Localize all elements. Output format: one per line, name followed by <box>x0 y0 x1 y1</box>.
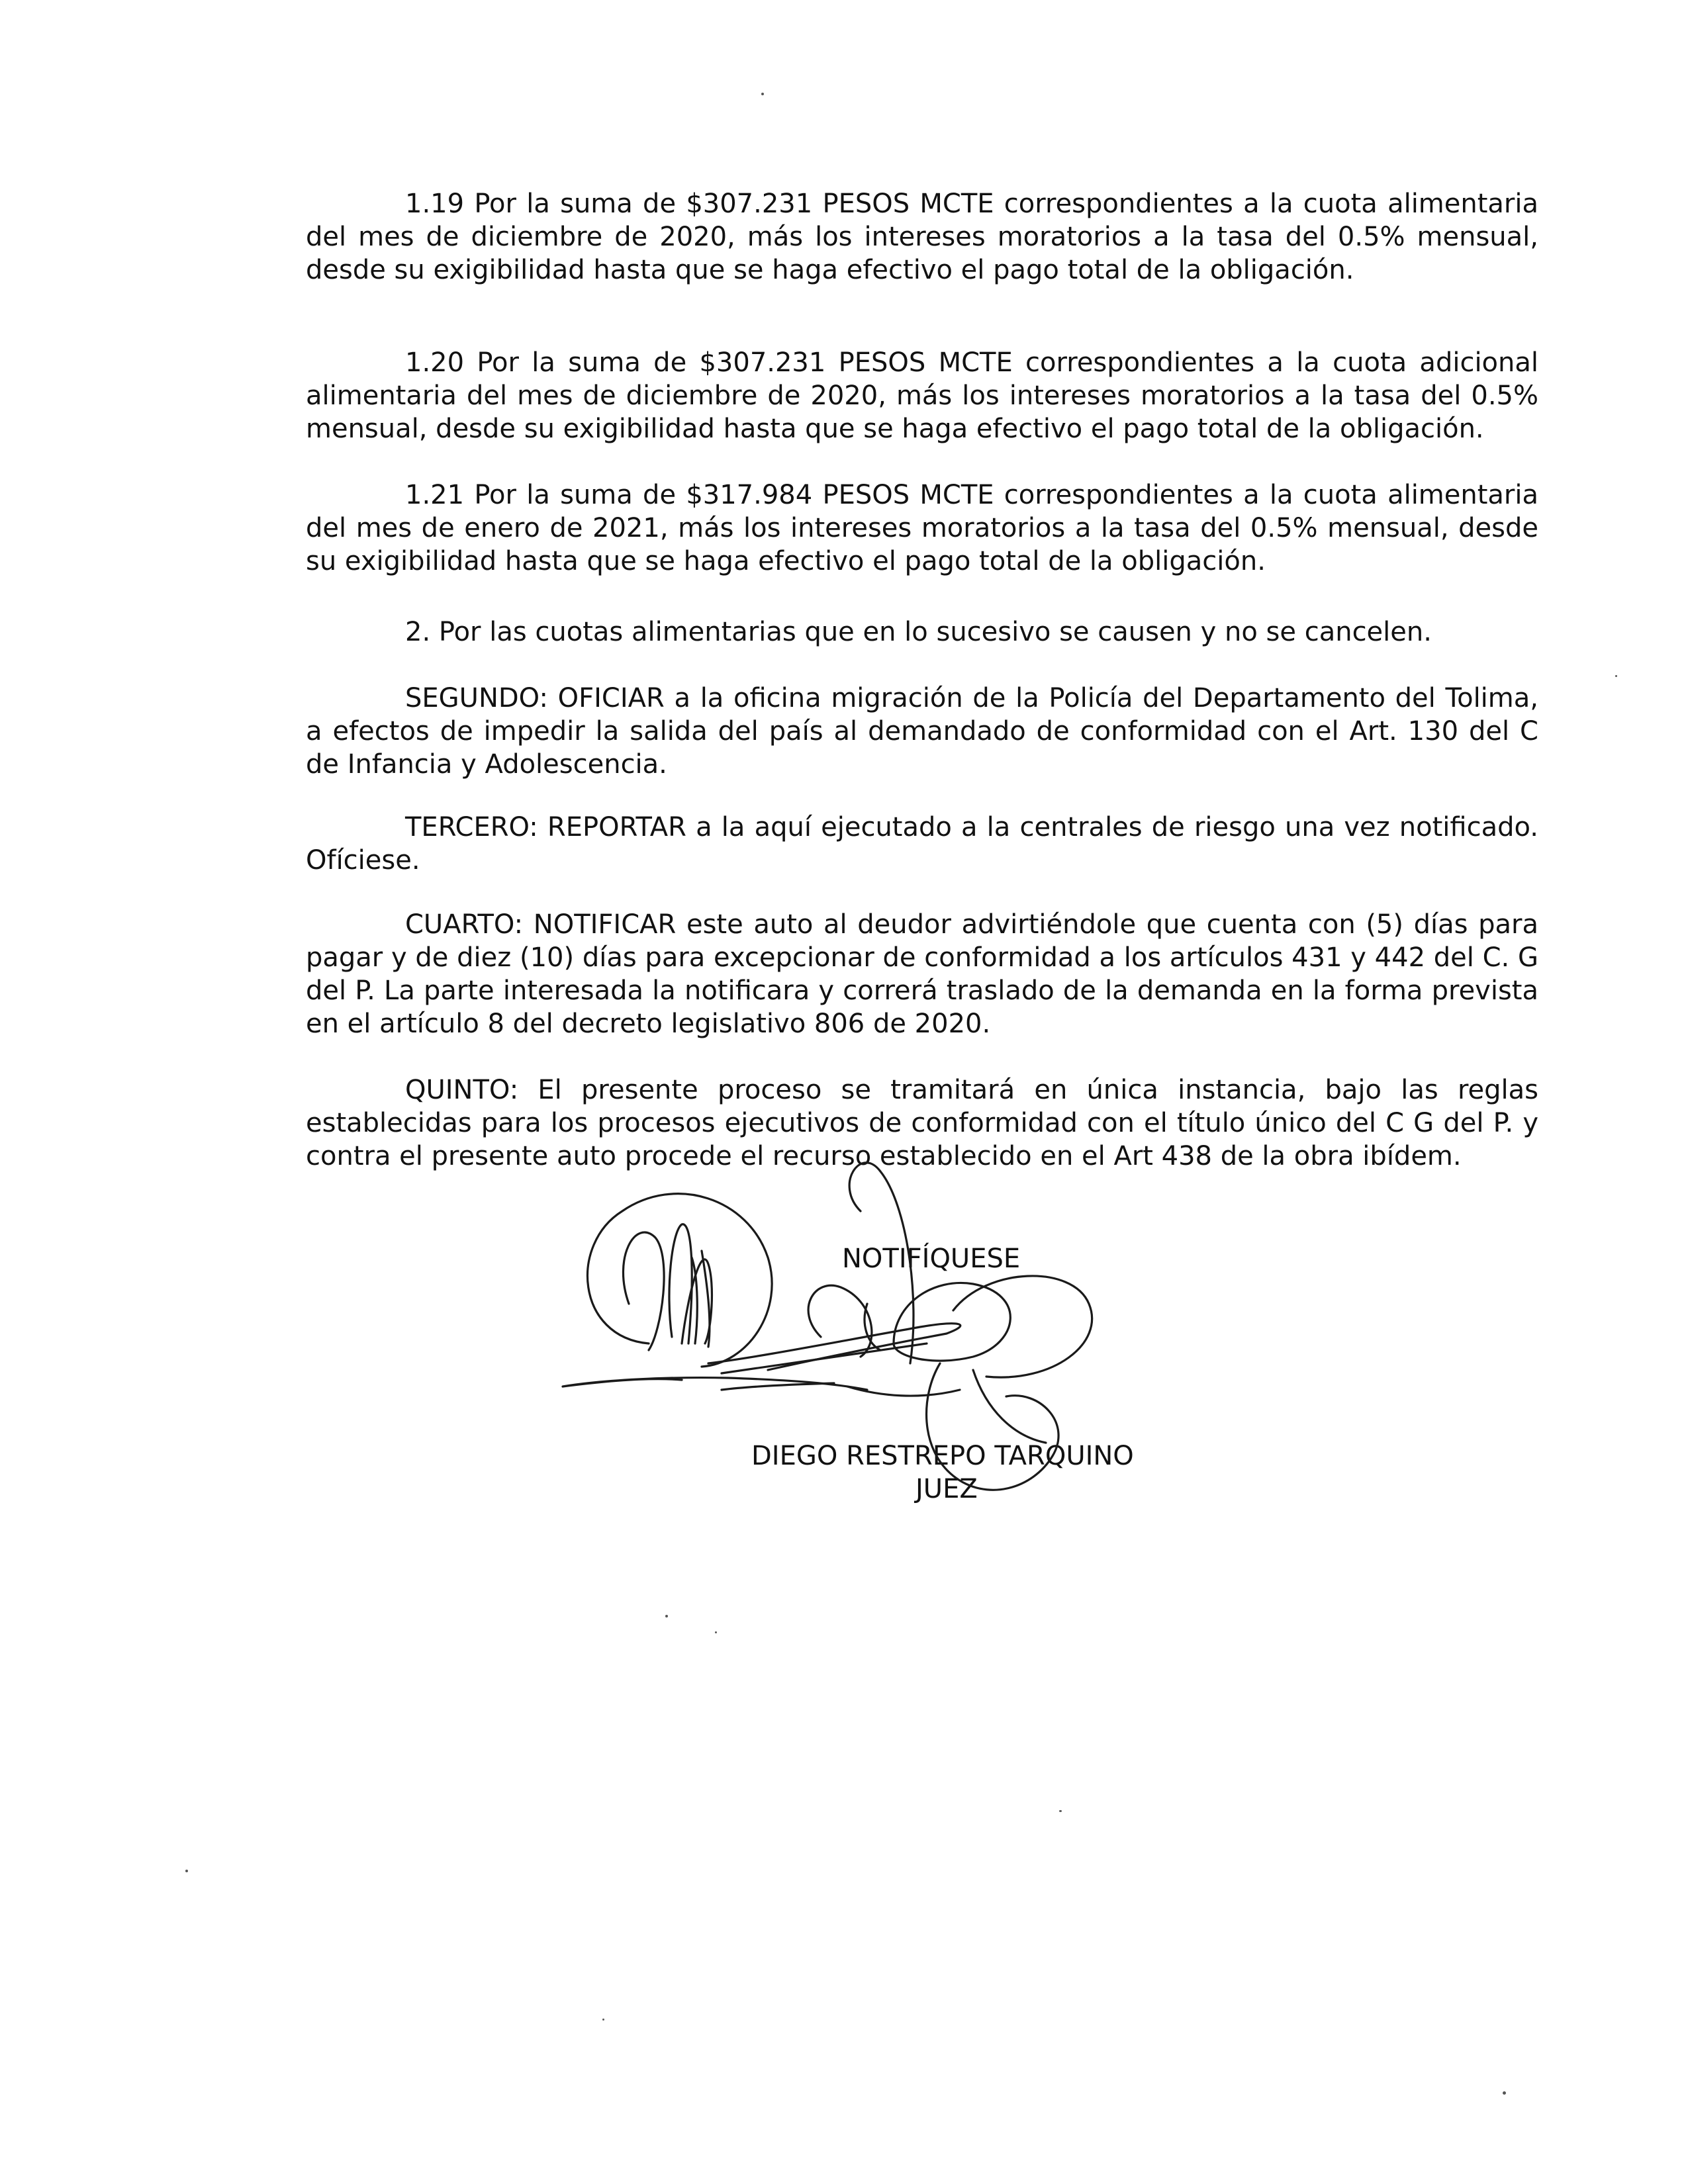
scan-speck <box>1059 1810 1062 1812</box>
judge-name: DIEGO RESTREPO TARQUINO <box>751 1441 1134 1471</box>
scan-speck <box>185 1870 188 1872</box>
scan-speck <box>715 1631 717 1633</box>
scan-speck <box>761 93 764 95</box>
item-1-20: 1.20 Por la suma de $307.231 PESOS MCTE correspondientes a la cuota adicional alimentaria del mes de diciembre de 2020, más los intereses moratorios a la tasa del 0.5% mensual, desde su exigibilidad hasta que se haga efectivo el pago total de la obligación. <box>306 347 1538 444</box>
quinto-order: QUINTO: El presente proceso se tramitará en única instancia, bajo las reglas establecidas para los procesos ejecutivos de conformidad con el título único del C G del P. y contra el presente auto procede el recurso establecido en el Art 438 de la obra ibídem. <box>306 1075 1538 1171</box>
scan-speck <box>665 1615 668 1617</box>
signature-strokes <box>563 1163 1092 1490</box>
cuarto-order: CUARTO: NOTIFICAR este auto al deudor advirtiéndole que cuenta con (5) días para pagar y de diez (10) días para excepcionar de conformidad a los artículos 431 y 442 del C. G del P. La parte interesada la notificara y correrá traslado de la demanda en la forma prevista en el artículo 8 del decreto legislativo 806 de 2020. <box>306 909 1538 1039</box>
item-1-21: 1.21 Por la suma de $317.984 PESOS MCTE correspondientes a la cuota alimentaria del mes de enero de 2021, más los intereses moratorios a la tasa del 0.5% mensual, desde su exigibilidad hasta que se haga efectivo el pago total de la obligación. <box>306 480 1538 576</box>
item-1-19: 1.19 Por la suma de $307.231 PESOS MCTE correspondientes a la cuota alimentaria del mes de diciembre de 2020, más los intereses moratorios a la tasa del 0.5% mensual, desde su exigibilidad hasta que se haga efectivo el pago total de la obligación. <box>306 189 1538 285</box>
handwritten-signature <box>549 1145 1145 1555</box>
item-2: 2. Por las cuotas alimentarias que en lo sucesivo se causen y no se cancelen. <box>405 617 1432 647</box>
segundo-order: SEGUNDO: OFICIAR a la oficina migración de la Policía del Departamento del Tolima, a efectos de impedir la salida del país al demandado de conformidad con el Art. 130 del C de Infancia y Adolescencia. <box>306 683 1538 780</box>
judge-title: JUEZ <box>915 1474 978 1504</box>
tercero-order: TERCERO: REPORTAR a la aquí ejecutado a la centrales de riesgo una vez notificado. Ofíciese. <box>306 812 1538 876</box>
scan-speck <box>1615 675 1617 677</box>
scan-speck <box>602 2019 604 2021</box>
scan-speck <box>1503 2091 1506 2095</box>
notify-heading: NOTIFÍQUESE <box>842 1244 1021 1274</box>
